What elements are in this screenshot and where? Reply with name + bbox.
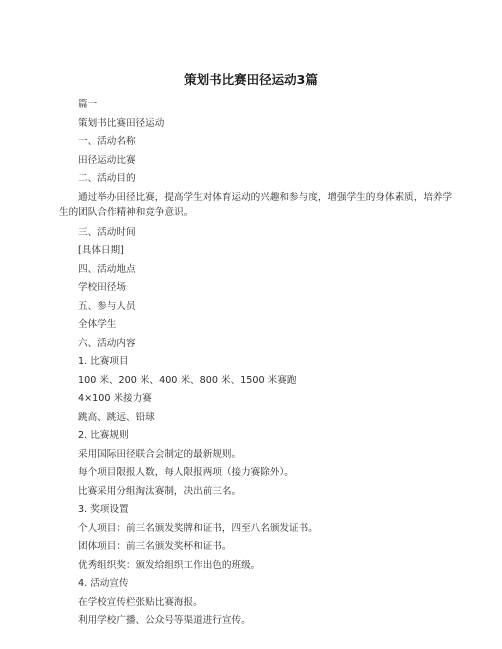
text-line: 团体项目：前三名颁发奖杯和证书。 xyxy=(78,541,232,552)
section-heading: 五、参与人员 xyxy=(78,300,136,312)
section-heading: 篇一 xyxy=(78,99,98,110)
subsection-heading: 3. 奖项设置 xyxy=(78,504,129,515)
text-line: 4×100 米接力赛 xyxy=(78,393,152,404)
text-line: 比赛采用分组淘汰赛制，决出前三名。 xyxy=(78,485,242,497)
text-line: 100 米、200 米、400 米、800 米、1500 米赛跑 xyxy=(78,374,297,386)
section-heading: 二、活动目的 xyxy=(78,173,136,184)
subsection-heading: 1. 比赛项目 xyxy=(78,356,129,367)
text-line: 学校田径场 xyxy=(78,282,126,293)
text-line: 全体学生 xyxy=(78,319,117,330)
text-line: 在学校宣传栏张贴比赛海报。 xyxy=(78,596,203,608)
paragraph: 通过举办田径比赛，提高学生对体育运动的兴趣和参与度，增强学生的身体素质，培养学生的团队合作精神和竞争意识。 xyxy=(59,191,453,218)
text-line: 跳高、跳远、铅球 xyxy=(78,411,155,423)
document-title: 策划书比赛田径运动3篇 xyxy=(184,72,318,87)
text-line: 利用学校广播、公众号等渠道进行宣传。 xyxy=(78,615,251,626)
text-line: 每个项目限报人数，每人限报两项（接力赛除外）。 xyxy=(78,467,294,478)
text-line: 田径运动比赛 xyxy=(78,154,136,166)
text-line: [具体日期] xyxy=(78,245,124,256)
text-line: 优秀组织奖：颁发给组织工作出色的班级。 xyxy=(78,559,261,571)
text-line: 采用国际田径联合会制定的最新规则。 xyxy=(78,448,242,460)
text-line: 个人项目：前三名颁发奖牌和证书，四至八名颁发证书。 xyxy=(78,522,318,534)
text-line: 策划书比赛田径运动 xyxy=(78,117,165,129)
document-body xyxy=(59,96,459,631)
subsection-heading: 4. 活动宣传 xyxy=(78,578,129,589)
section-heading: 三、活动时间 xyxy=(78,226,136,238)
section-heading: 四、活动地点 xyxy=(78,263,136,275)
section-heading: 一、活动名称 xyxy=(78,136,136,147)
subsection-heading: 2. 比赛规则 xyxy=(78,430,129,441)
section-heading: 六、活动内容 xyxy=(78,337,136,349)
